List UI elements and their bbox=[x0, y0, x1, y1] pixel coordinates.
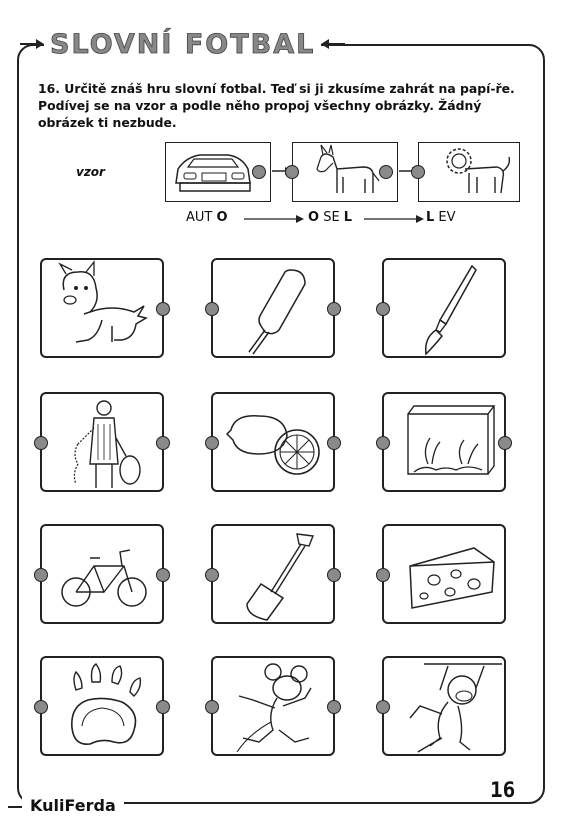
connection-dot[interactable] bbox=[376, 700, 390, 714]
connection-dot[interactable] bbox=[327, 700, 341, 714]
picture-card-lemon[interactable] bbox=[211, 392, 335, 492]
mouse-icon bbox=[213, 658, 333, 754]
word-chain bbox=[186, 208, 486, 230]
connection-dot[interactable] bbox=[411, 165, 425, 179]
connection-dot[interactable] bbox=[205, 302, 219, 316]
connection-dot[interactable] bbox=[205, 700, 219, 714]
picture-card-ice-lolly[interactable] bbox=[211, 258, 335, 358]
picture-card-paw-print[interactable] bbox=[40, 656, 164, 756]
task-number: 16. bbox=[38, 81, 60, 96]
man-with-bag-icon bbox=[42, 394, 162, 490]
connection-dot[interactable] bbox=[376, 302, 390, 316]
picture-card-mouse[interactable] bbox=[211, 656, 335, 756]
connection-dot[interactable] bbox=[34, 700, 48, 714]
picture-card-dog[interactable] bbox=[40, 258, 164, 358]
connection-dot[interactable] bbox=[327, 436, 341, 450]
example-label: vzor bbox=[76, 165, 105, 179]
chain-arrow-icon bbox=[364, 214, 424, 224]
picture-card-paintbrush[interactable] bbox=[382, 258, 506, 358]
connection-dot[interactable] bbox=[327, 568, 341, 582]
task-instructions: Určitě znáš hru slovní fotbal. Teď si ji zkusíme zahrát na papí-ře. Podívej se na vzor a podle něho propoj všechny obrázky. Žádný obrázek ti nezbude. bbox=[38, 81, 515, 130]
page-number: 16 bbox=[486, 778, 519, 802]
connection-dot[interactable] bbox=[156, 700, 170, 714]
chain-word-3: L EV bbox=[426, 210, 456, 225]
cheese-icon bbox=[384, 526, 504, 622]
connection-dot[interactable] bbox=[376, 568, 390, 582]
shovel-icon bbox=[213, 526, 333, 622]
left-arrow-icon bbox=[20, 37, 44, 51]
page-title: SLOVNÍ FOTBAL bbox=[44, 29, 321, 60]
paw-print-icon bbox=[42, 658, 162, 754]
brand-logo: KuliFerda bbox=[22, 796, 124, 818]
example-card-donkey bbox=[292, 142, 398, 202]
paintbrush-icon bbox=[384, 260, 504, 356]
example-card-car bbox=[165, 142, 271, 202]
footer-line bbox=[8, 806, 22, 808]
lemon-icon bbox=[213, 394, 333, 490]
chain-word-1: AUT O bbox=[186, 210, 228, 225]
connection-dot[interactable] bbox=[252, 165, 266, 179]
connection-dot[interactable] bbox=[205, 436, 219, 450]
picture-card-cheese[interactable] bbox=[382, 524, 506, 624]
ice-lolly-icon bbox=[213, 260, 333, 356]
picture-card-aquarium[interactable] bbox=[382, 392, 506, 492]
title-bar bbox=[20, 26, 345, 62]
monkey-icon bbox=[384, 658, 504, 754]
connection-dot[interactable] bbox=[156, 302, 170, 316]
aquarium-icon bbox=[384, 394, 504, 490]
connection-dot[interactable] bbox=[327, 302, 341, 316]
connection-dot[interactable] bbox=[376, 436, 390, 450]
task-text bbox=[38, 80, 528, 131]
connection-dot[interactable] bbox=[205, 568, 219, 582]
lion-icon bbox=[419, 143, 518, 200]
picture-card-man-with-bag[interactable] bbox=[40, 392, 164, 492]
connection-dot[interactable] bbox=[498, 436, 512, 450]
dog-icon bbox=[42, 260, 162, 356]
picture-card-bicycle[interactable] bbox=[40, 524, 164, 624]
connection-dot[interactable] bbox=[285, 165, 299, 179]
bicycle-icon bbox=[42, 526, 162, 622]
chain-word-2: O SE L bbox=[308, 210, 353, 225]
picture-card-shovel[interactable] bbox=[211, 524, 335, 624]
connection-dot[interactable] bbox=[156, 436, 170, 450]
connection-dot[interactable] bbox=[156, 568, 170, 582]
chain-arrow-icon bbox=[244, 214, 304, 224]
picture-card-monkey[interactable] bbox=[382, 656, 506, 756]
connection-dot[interactable] bbox=[34, 568, 48, 582]
right-arrow-icon bbox=[321, 37, 345, 51]
example-card-lion bbox=[418, 142, 520, 202]
connection-dot[interactable] bbox=[34, 436, 48, 450]
connection-dot[interactable] bbox=[379, 165, 393, 179]
